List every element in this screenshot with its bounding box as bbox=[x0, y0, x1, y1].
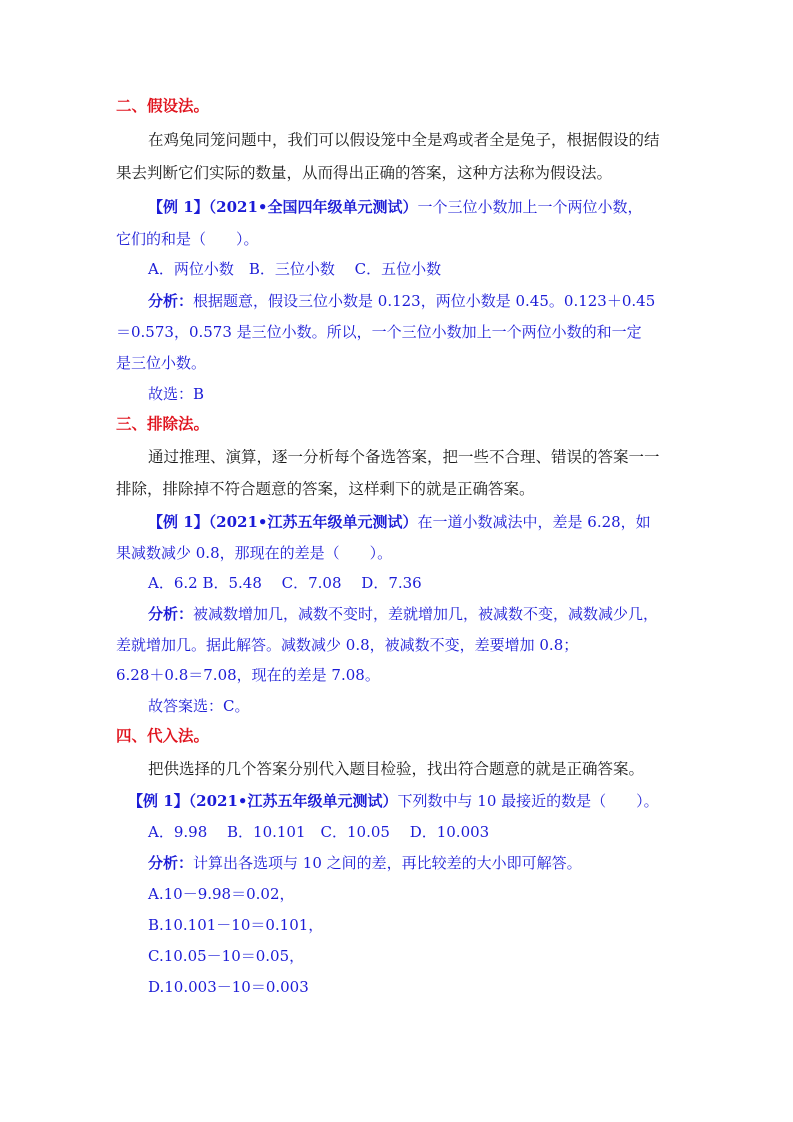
analysis-text: 根据题意，假设三位小数是 0.123，两位小数是 0.45。0.123＋0.45 bbox=[193, 292, 656, 310]
question-text: 下列数中与 10 最接近的数是（ ）。 bbox=[397, 792, 659, 810]
question-text: 在一道小数减法中，差是 6.28，如 bbox=[417, 513, 651, 531]
example-question bbox=[148, 512, 651, 532]
analysis bbox=[148, 853, 582, 873]
analysis-label: 分析： bbox=[148, 854, 194, 872]
answer-options: A．6.2 B．5.48 C．7.08 D．7.36 bbox=[148, 574, 422, 592]
question-text: 果减数减少 0.8，那现在的差是（ ）。 bbox=[116, 544, 393, 562]
example-tag: 【例 1】 bbox=[128, 792, 189, 810]
intro-line: 排除，排除掉不符合题意的答案，这样剩下的就是正确答案。 bbox=[116, 480, 535, 498]
answer-line: 故选：B bbox=[148, 385, 205, 403]
section-heading-assumption: 二、假设法。 bbox=[116, 96, 210, 115]
analysis-text: 6.28＋0.8＝7.08，现在的差是 7.08。 bbox=[116, 666, 380, 684]
example-tag: 【例 1】 bbox=[148, 198, 209, 216]
analysis bbox=[148, 604, 658, 624]
example-question bbox=[128, 791, 659, 811]
example-tag: 【例 1】 bbox=[148, 513, 209, 531]
section-heading-elimination: 三、排除法。 bbox=[116, 414, 210, 433]
intro-line: 把供选择的几个答案分别代入题目检验，找出符合题意的就是正确答案。 bbox=[148, 760, 645, 778]
intro-line: 在鸡兔同笼问题中，我们可以假设笼中全是鸡或者全是兔子，根据假设的结 bbox=[148, 131, 660, 149]
calc-line: A.10－9.98＝0.02， bbox=[148, 885, 295, 903]
analysis-text: 计算出各选项与 10 之间的差，再比较差的大小即可解答。 bbox=[193, 854, 582, 872]
example-question bbox=[148, 197, 643, 217]
answer-options: A．两位小数 B．三位小数 C．五位小数 bbox=[148, 260, 442, 278]
calc-line: D.10.003－10＝0.003 bbox=[148, 978, 309, 996]
analysis-text: 是三位小数。 bbox=[116, 354, 207, 372]
analysis-label: 分析： bbox=[148, 605, 194, 623]
answer-options: A．9.98 B．10.101 C．10.05 D．10.003 bbox=[148, 823, 490, 841]
intro-line: 果去判断它们实际的数量，从而得出正确的答案，这种方法称为假设法。 bbox=[116, 164, 613, 182]
intro-line: 通过推理、演算，逐一分析每个备选答案，把一些不合理、错误的答案一一 bbox=[148, 448, 660, 466]
example-source: （2021•江苏五年级单元测试） bbox=[188, 792, 398, 810]
calc-line: B.10.101－10＝0.101， bbox=[148, 916, 324, 934]
analysis-text: ＝0.573，0.573 是三位小数。所以，一个三位小数加上一个两位小数的和一定 bbox=[116, 323, 642, 341]
calc-line: C.10.05－10＝0.05， bbox=[148, 947, 305, 965]
analysis-label: 分析： bbox=[148, 292, 194, 310]
section-heading-substitution: 四、代入法。 bbox=[116, 726, 210, 745]
answer-line: 故答案选：C。 bbox=[148, 697, 250, 715]
question-text: 一个三位小数加上一个两位小数， bbox=[417, 198, 643, 216]
analysis-text: 被减数增加几，减数不变时，差就增加几，被减数不变，减数减少几， bbox=[193, 605, 659, 623]
analysis-text: 差就增加几。据此解答。减数减少 0.8，被减数不变，差要增加 0.8； bbox=[116, 636, 579, 654]
analysis bbox=[148, 291, 655, 311]
example-source: （2021•江苏五年级单元测试） bbox=[208, 513, 418, 531]
question-text: 它们的和是（ ）。 bbox=[116, 230, 259, 248]
example-source: （2021•全国四年级单元测试） bbox=[208, 198, 418, 216]
